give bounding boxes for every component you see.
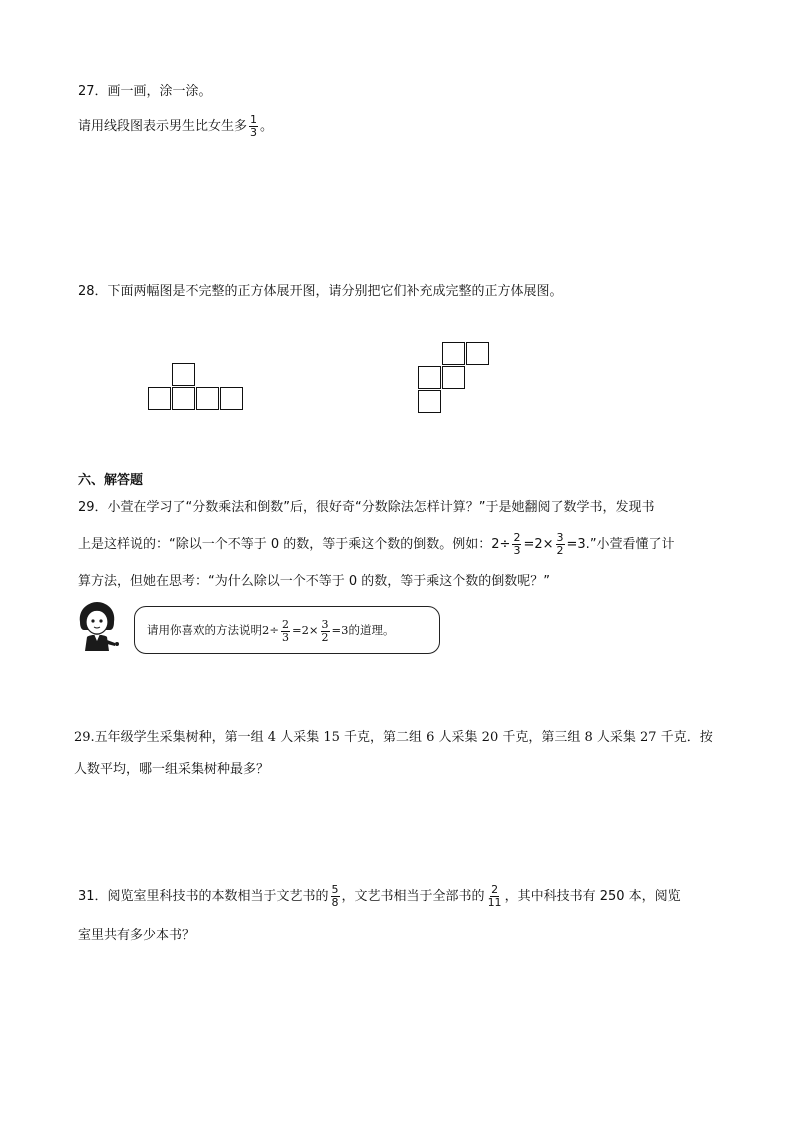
girl-avatar-icon bbox=[72, 600, 122, 652]
q29a-frac2-den: 2 bbox=[556, 544, 564, 557]
net-right-square-5 bbox=[418, 390, 441, 413]
q31-frac2 bbox=[487, 884, 503, 909]
net-left-square-2 bbox=[172, 387, 195, 410]
bubble-text-post: 的道理。 bbox=[348, 623, 395, 637]
net-left-top-square bbox=[172, 363, 195, 386]
q31-frac1-den: 8 bbox=[331, 896, 339, 909]
q27-fraction bbox=[249, 114, 258, 139]
net-left-square-3 bbox=[196, 387, 219, 410]
bubble-frac2-den: 2 bbox=[321, 630, 329, 644]
q31-frac2-den: 11 bbox=[487, 896, 502, 909]
q31-line1 bbox=[78, 880, 681, 914]
net-left-square-4 bbox=[220, 387, 243, 410]
q29a-line2-post: ”小萱看懂了计 bbox=[589, 537, 675, 552]
q31-pre: 31．阅览室里科技书的本数相当于文艺书的 bbox=[78, 889, 329, 904]
net-left-square-1 bbox=[148, 387, 171, 410]
q31-frac2-num: 2 bbox=[491, 883, 499, 896]
q31-frac1-num: 5 bbox=[331, 883, 339, 896]
q29a-line3: 算方法，但她在思考：“为什么除以一个不等于 0 的数，等于乘这个数的倒数呢？” bbox=[78, 574, 551, 589]
net-right-square-1 bbox=[442, 342, 465, 365]
q29a-frac1-den: 3 bbox=[513, 544, 521, 557]
speech-bubble-text: 请用你喜欢的方法说明2÷ $\frac{2}{3}$ =2× $\frac{3}{2}$ =3的道理。 bbox=[147, 617, 395, 644]
q27-frac-num: 1 bbox=[250, 113, 258, 126]
speech-bubble bbox=[134, 606, 440, 654]
q29a-line2-pre: 上是这样说的：“除以一个不等于 0 的数，等于乘这个数的倒数。例如： bbox=[78, 537, 492, 552]
q29a-frac2-num: 3 bbox=[556, 531, 564, 544]
q29a-eq-b: =2× bbox=[523, 537, 554, 552]
q29a-line2 bbox=[78, 530, 675, 560]
bubble-frac1 bbox=[281, 619, 290, 644]
q27-text-end: 。 bbox=[260, 119, 274, 134]
bubble-frac1-num: 2 bbox=[281, 617, 289, 631]
q27-frac-den: 3 bbox=[250, 126, 258, 139]
net-right-square-2 bbox=[466, 342, 489, 365]
q29b-line1: 29.五年级学生采集树种，第一组 4 人采集 15 千克，第二组 6 人采集 20 千克，第三组 8 人采集 27 千克．按 bbox=[74, 730, 713, 745]
bubble-eq-a: 2÷ bbox=[262, 623, 279, 637]
net-right-square-4 bbox=[442, 366, 465, 389]
bubble-frac2 bbox=[321, 619, 330, 644]
q29a-eq-a: 2÷ bbox=[491, 537, 511, 552]
q27-title: 27．画一画，涂一涂。 bbox=[78, 84, 212, 99]
q29a-frac1 bbox=[512, 532, 521, 557]
q31-post: ，其中科技书有 250 本，阅览 bbox=[504, 889, 681, 904]
q31-line2: 室里共有多少本书？ bbox=[78, 928, 196, 943]
q29b-line2: 人数平均，哪一组采集树种最多？ bbox=[74, 762, 270, 777]
bubble-text-pre: 请用你喜欢的方法说明 bbox=[147, 623, 262, 637]
q29a-line1: 29．小萱在学习了“分数乘法和倒数”后，很好奇“分数除法怎样计算？”于是她翻阅了数学书，发现书 bbox=[78, 500, 655, 515]
q29a-frac2 bbox=[556, 532, 565, 557]
bubble-frac2-num: 3 bbox=[321, 617, 329, 631]
q28-title: 28．下面两幅图是不完整的正方体展开图，请分别把它们补充成完整的正方体展图。 bbox=[78, 284, 563, 299]
q27-text-main: 请用线段图表示男生比女生多 bbox=[78, 119, 248, 134]
section-heading: 六、解答题 bbox=[78, 473, 144, 488]
bubble-frac1-den: 3 bbox=[281, 630, 289, 644]
q31-frac1 bbox=[331, 884, 340, 909]
q29a-frac1-num: 2 bbox=[513, 531, 521, 544]
bubble-eq-b: =2× bbox=[291, 623, 319, 637]
q31-mid: ，文艺书相当于全部书的 bbox=[341, 889, 485, 904]
q29a-eq-c: =3. bbox=[566, 537, 590, 552]
q27-text bbox=[78, 112, 273, 142]
net-right-square-3 bbox=[418, 366, 441, 389]
